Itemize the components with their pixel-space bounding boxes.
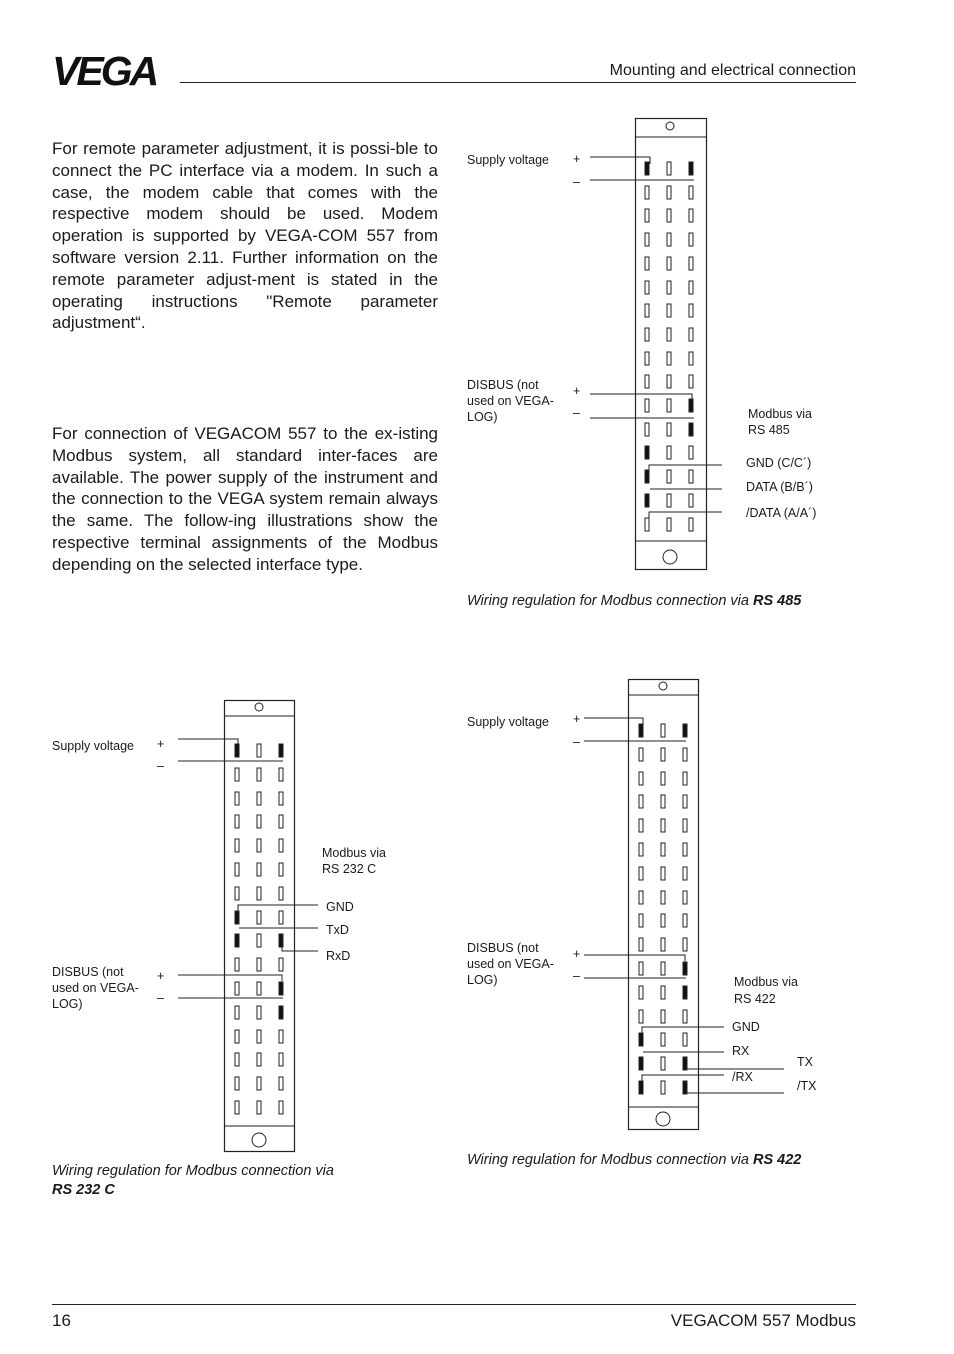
terminal <box>639 795 643 808</box>
terminal <box>689 446 693 459</box>
terminal <box>667 233 671 246</box>
terminal <box>661 748 665 761</box>
supply-voltage-label: Supply voltage <box>467 715 550 729</box>
terminal <box>667 399 671 412</box>
terminal <box>257 982 261 995</box>
wire <box>649 512 722 518</box>
terminal <box>645 518 649 531</box>
terminal <box>279 1101 283 1114</box>
mounting-hole <box>659 682 667 690</box>
terminal <box>683 986 687 999</box>
wire <box>590 394 692 400</box>
terminal <box>639 1033 643 1046</box>
terminal <box>639 914 643 927</box>
terminal <box>689 186 693 199</box>
terminal <box>639 748 643 761</box>
disbus-label: DISBUS (not <box>467 378 539 392</box>
terminal <box>683 867 687 880</box>
terminal <box>689 375 693 388</box>
plus-sign: + <box>573 947 581 961</box>
terminal <box>645 328 649 341</box>
rs485-diagram <box>467 119 816 570</box>
terminal <box>235 1101 239 1114</box>
terminal <box>257 958 261 971</box>
terminal <box>257 934 261 947</box>
terminal <box>235 768 239 781</box>
terminal <box>667 352 671 365</box>
terminal <box>235 792 239 805</box>
mounting-hole <box>663 550 677 564</box>
terminal <box>645 423 649 436</box>
terminal <box>661 1033 665 1046</box>
terminal <box>279 1077 283 1090</box>
terminal <box>661 891 665 904</box>
terminal <box>645 470 649 483</box>
terminal <box>235 744 239 757</box>
terminal <box>279 744 283 757</box>
wire <box>642 1075 724 1081</box>
terminal <box>667 518 671 531</box>
terminal <box>645 257 649 270</box>
terminal-grid <box>645 162 693 531</box>
terminal <box>645 281 649 294</box>
terminal <box>661 843 665 856</box>
terminal <box>667 281 671 294</box>
terminal <box>645 494 649 507</box>
terminal <box>235 1030 239 1043</box>
terminal <box>683 914 687 927</box>
terminal <box>257 911 261 924</box>
plus-sign: + <box>573 152 581 166</box>
terminal <box>689 518 693 531</box>
terminal <box>683 724 687 737</box>
terminal <box>639 867 643 880</box>
terminal <box>689 399 693 412</box>
terminal <box>279 792 283 805</box>
wire <box>178 975 282 981</box>
ndata-label: /DATA (A/A´) <box>746 506 817 520</box>
terminal <box>257 768 261 781</box>
disbus-label: LOG) <box>467 973 498 987</box>
disbus-label: used on VEGA- <box>467 394 554 408</box>
modbus-label: RS 422 <box>734 992 776 1006</box>
terminal <box>667 423 671 436</box>
terminal <box>279 958 283 971</box>
terminal <box>257 1006 261 1019</box>
disbus-label: DISBUS (not <box>52 965 124 979</box>
terminal <box>645 209 649 222</box>
minus-sign: – <box>157 759 164 773</box>
terminal <box>689 352 693 365</box>
terminal <box>235 839 239 852</box>
terminal <box>279 768 283 781</box>
terminal <box>667 494 671 507</box>
plus-sign: + <box>573 712 581 726</box>
modbus-label: RS 485 <box>748 423 790 437</box>
wire <box>238 905 318 911</box>
terminal <box>257 863 261 876</box>
terminal <box>639 1010 643 1023</box>
disbus-label: used on VEGA- <box>467 957 554 971</box>
terminal <box>639 843 643 856</box>
terminal <box>257 744 261 757</box>
terminal <box>235 934 239 947</box>
terminal <box>235 863 239 876</box>
minus-sign: – <box>573 969 580 983</box>
mounting-hole <box>255 703 263 711</box>
terminal <box>645 162 649 175</box>
wire <box>642 1027 724 1033</box>
terminal <box>257 1053 261 1066</box>
modbus-label: RS 232 C <box>322 862 377 876</box>
terminal <box>667 328 671 341</box>
terminal <box>661 772 665 785</box>
minus-sign: – <box>573 175 580 189</box>
mounting-hole <box>656 1112 670 1126</box>
terminal <box>235 887 239 900</box>
terminal <box>645 446 649 459</box>
page-number: 16 <box>52 1311 71 1330</box>
terminal <box>661 724 665 737</box>
rs232-diagram <box>52 701 386 1152</box>
wire <box>649 465 722 471</box>
terminal <box>683 772 687 785</box>
ntx-label: /TX <box>797 1079 817 1093</box>
terminal <box>645 186 649 199</box>
terminal <box>257 1030 261 1043</box>
terminal <box>667 446 671 459</box>
terminal <box>257 1101 261 1114</box>
terminal <box>235 1053 239 1066</box>
rx-label: RX <box>732 1044 750 1058</box>
terminal <box>661 795 665 808</box>
terminal <box>279 815 283 828</box>
wire <box>584 955 685 961</box>
terminal <box>661 867 665 880</box>
document-title: VEGACOM 557 Modbus <box>670 1311 856 1330</box>
terminal <box>683 891 687 904</box>
terminal <box>639 1081 643 1094</box>
terminal <box>683 938 687 951</box>
minus-sign: – <box>573 735 580 749</box>
terminal <box>279 1053 283 1066</box>
terminal <box>667 375 671 388</box>
terminal <box>235 1006 239 1019</box>
terminal <box>683 962 687 975</box>
terminal <box>667 470 671 483</box>
mounting-hole <box>252 1133 266 1147</box>
terminal <box>639 819 643 832</box>
terminal <box>279 887 283 900</box>
terminal <box>689 257 693 270</box>
plus-sign: + <box>157 737 165 751</box>
svg-text:VEGA: VEGA <box>52 54 157 86</box>
terminal <box>279 1006 283 1019</box>
paragraph-modbus: For connection of VEGACOM 557 to the ex-isting Modbus system, all standard inter-faces are available. The power supply of the instrument and the connection to the VEGA system remain always the same. The follow-ing illustrations show the respective terminal assignments of the Modbus depending on the selected interface type. <box>52 424 438 574</box>
terminal <box>661 1081 665 1094</box>
terminal <box>279 863 283 876</box>
plus-sign: + <box>157 969 165 983</box>
terminal <box>257 815 261 828</box>
terminal <box>683 748 687 761</box>
terminal <box>257 839 261 852</box>
terminal <box>639 1057 643 1070</box>
terminal <box>257 1077 261 1090</box>
disbus-label: LOG) <box>467 410 498 424</box>
terminal-grid <box>235 744 283 1114</box>
terminal <box>667 162 671 175</box>
terminal <box>639 891 643 904</box>
mounting-hole <box>666 122 674 130</box>
terminal <box>279 839 283 852</box>
terminal <box>689 470 693 483</box>
supply-voltage-label: Supply voltage <box>467 153 550 167</box>
gnd-label: GND (C/C´) <box>746 456 812 470</box>
terminal <box>235 958 239 971</box>
terminal <box>689 281 693 294</box>
terminal <box>661 986 665 999</box>
terminal <box>235 815 239 828</box>
terminal <box>689 209 693 222</box>
terminal <box>667 304 671 317</box>
terminal <box>683 1081 687 1094</box>
terminal <box>257 887 261 900</box>
terminal <box>235 982 239 995</box>
tx-label: TX <box>797 1055 813 1069</box>
terminal <box>689 494 693 507</box>
terminal <box>661 914 665 927</box>
terminal <box>279 1030 283 1043</box>
disbus-label: DISBUS (not <box>467 941 539 955</box>
terminal <box>645 375 649 388</box>
disbus-label: LOG) <box>52 997 83 1011</box>
caption-rs232: Wiring regulation for Modbus connection via RS 232 C <box>52 1163 334 1198</box>
terminal <box>689 423 693 436</box>
disbus-label: used on VEGA- <box>52 981 139 995</box>
terminal <box>639 724 643 737</box>
terminal <box>667 257 671 270</box>
terminal <box>235 1077 239 1090</box>
modbus-label: Modbus via <box>734 975 798 989</box>
terminal <box>645 233 649 246</box>
txd-label: TxD <box>326 923 349 937</box>
modbus-label: Modbus via <box>748 407 812 421</box>
terminal <box>689 233 693 246</box>
gnd-label: GND <box>326 900 354 914</box>
nrx-label: /RX <box>732 1070 753 1084</box>
terminal <box>645 304 649 317</box>
wire <box>178 739 238 745</box>
terminal <box>661 962 665 975</box>
terminal <box>645 399 649 412</box>
section-title: Mounting and electrical connection <box>609 62 856 79</box>
terminal <box>683 819 687 832</box>
rs422-diagram <box>467 680 817 1130</box>
terminal <box>235 911 239 924</box>
terminal <box>689 328 693 341</box>
terminal <box>661 1057 665 1070</box>
terminal <box>683 1033 687 1046</box>
wire <box>584 718 643 725</box>
terminal <box>661 1010 665 1023</box>
footer-rule <box>52 1304 856 1305</box>
terminal <box>683 1010 687 1023</box>
data-label: DATA (B/B´) <box>746 480 813 494</box>
terminal <box>689 304 693 317</box>
terminal <box>683 1057 687 1070</box>
gnd-label: GND <box>732 1020 760 1034</box>
plus-sign: + <box>573 384 581 398</box>
supply-voltage-label: Supply voltage <box>52 739 135 753</box>
terminal <box>683 843 687 856</box>
modbus-label: Modbus via <box>322 846 386 860</box>
caption-rs485: Wiring regulation for Modbus connection via RS 485 <box>467 593 802 609</box>
terminal <box>667 186 671 199</box>
terminal <box>279 982 283 995</box>
terminal <box>661 938 665 951</box>
terminal <box>279 911 283 924</box>
terminal <box>645 352 649 365</box>
wire <box>282 935 318 951</box>
minus-sign: – <box>157 991 164 1005</box>
terminal-grid <box>639 724 687 1094</box>
terminal <box>683 795 687 808</box>
wire <box>590 157 650 164</box>
terminal <box>667 209 671 222</box>
terminal <box>689 162 693 175</box>
rxd-label: RxD <box>326 949 351 963</box>
terminal <box>639 938 643 951</box>
minus-sign: – <box>573 406 580 420</box>
terminal <box>639 962 643 975</box>
terminal <box>661 819 665 832</box>
terminal <box>639 986 643 999</box>
paragraph-modem: For remote parameter adjustment, it is possi-ble to connect the PC interface via a modem. In such a case, the modem cable that comes with the respective modem should be used. Modem operation is supported by VEGA-COM 557 from software version 2.11. Further information on the remote parameter adjust-ment is stated in the operating instructions "Remote parameter adjustment“. <box>52 139 438 333</box>
caption-rs422: Wiring regulation for Modbus connection via RS 422 <box>467 1152 802 1168</box>
terminal <box>639 772 643 785</box>
terminal <box>257 792 261 805</box>
